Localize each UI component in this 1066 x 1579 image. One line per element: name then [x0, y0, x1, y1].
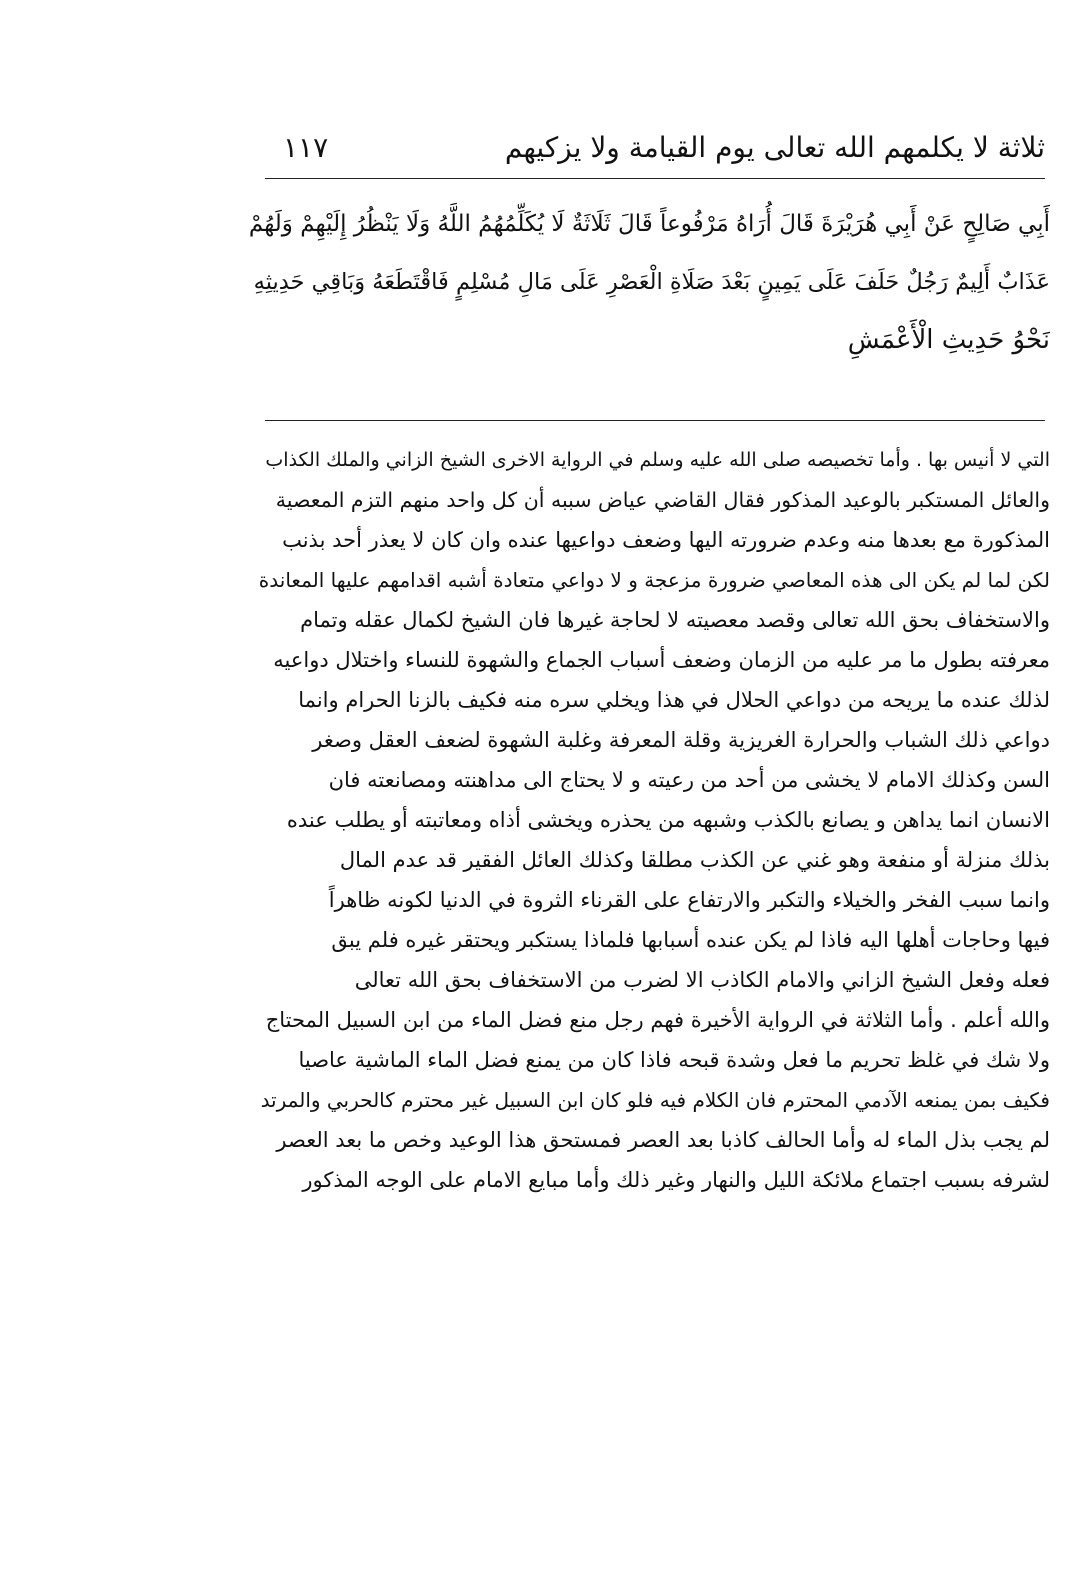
section-divider: [265, 420, 1045, 421]
commentary-line: الانسان انما يداهن و يصانع بالكذب وشبهه من يحذره ويخشى أذاه ومعاتبته أو يطلب عنده: [286, 808, 1050, 832]
hadith-text: [245, 195, 1050, 369]
commentary-line: التي لا أنيس بها . وأما تخصيصه صلى الله عليه وسلم في الرواية الاخرى الشيخ الزاني والملك الكذاب: [265, 449, 1050, 471]
hadith-line: أَبِي صَالِحٍ عَنْ أَبِي هُرَيْرَةَ قَالَ أُرَاهُ مَرْفُوعاً قَالَ ثَلَاثَةٌ لَا يُكَلِّمُهُمُ اللَّهُ وَلَا يَنْظُرُ إِلَيْهِمْ وَلَهُمْ: [248, 211, 1050, 237]
commentary-line: لشرفه بسبب اجتماع ملائكة الليل والنهار وغير ذلك وأما مبايع الامام على الوجه المذكور: [302, 1168, 1050, 1192]
commentary-line: وانما سبب الفخر والخيلاء والتكبر والارتفاع على القرناء الثروة في الدنيا لكونه ظاهراً: [328, 888, 1050, 912]
header-divider: [265, 178, 1045, 179]
commentary-text: [258, 440, 1050, 1200]
running-title: ثلاثة لا يكلمهم الله تعالى يوم القيامة ولا يزكيهم: [504, 131, 1045, 164]
commentary-line: المذكورة مع بعدها منه وعدم ضرورته اليها وضعف دواعيها عنده وان كان لا يعذر أحد بذنب: [282, 528, 1050, 552]
commentary-line: ولا شك في غلظ تحريم ما فعل وشدة قبحه فاذا كان من يمنع فضل الماء الماشية عاصيا: [298, 1048, 1050, 1072]
commentary-line: بذلك منزلة أو منفعة وهو غني عن الكذب مطلقا وكذلك العائل الفقير قد عدم المال: [339, 848, 1050, 872]
page-number: ١١٧: [283, 131, 329, 164]
commentary-line: فكيف بمن يمنعه الآدمي المحترم فان الكلام فيه فلو كان ابن السبيل غير محترم كالحربي والمرتد: [260, 1088, 1050, 1112]
commentary-line: لكن لما لم يكن الى هذه المعاصي ضرورة مزعجة و لا دواعي متعادة أشبه اقدامهم عليها المعاندة: [258, 568, 1050, 592]
page-header: [265, 128, 1045, 172]
hadith-line: نَحْوُ حَدِيثِ الْأَعْمَشِ: [847, 325, 1050, 355]
commentary-line: فيها وحاجات أهلها اليه فاذا لم يكن عنده أسبابها فلماذا يستكبر ويحتقر غيره فلم يبق: [331, 928, 1050, 952]
commentary-line: لذلك عنده ما يريحه من دواعي الحلال في هذا ويخلي سره منه فكيف بالزنا الحرام وانما: [298, 688, 1050, 712]
commentary-line: دواعي ذلك الشباب والحرارة الغريزية وقلة المعرفة وغلبة الشهوة لضعف العقل وصغر: [312, 728, 1050, 752]
hadith-line: عَذَابٌ أَلِيمٌ رَجُلٌ حَلَفَ عَلَى يَمِينٍ بَعْدَ صَلَاةِ الْعَصْرِ عَلَى مَالِ مُسْلِمٍ فَاقْتَطَعَهُ وَبَاقِي حَدِيثِهِ: [253, 269, 1050, 295]
commentary-line: والعائل المستكبر بالوعيد المذكور فقال القاضي عياض سببه أن كل واحد منهم التزم المعصية: [275, 488, 1050, 512]
commentary-line: والله أعلم . وأما الثلاثة في الرواية الأخيرة فهم رجل منع فضل الماء من ابن السبيل المحتاج: [265, 1008, 1050, 1032]
commentary-line: لم يجب بذل الماء له وأما الحالف كاذبا بعد العصر فمستحق هذا الوعيد وخص ما بعد العصر: [276, 1128, 1050, 1152]
commentary-line: السن وكذلك الامام لا يخشى من أحد من رعيته و لا يحتاج الى مداهنته ومصانعته فان: [328, 768, 1050, 792]
commentary-line: فعله وفعل الشيخ الزاني والامام الكاذب الا لضرب من الاستخفاف بحق الله تعالى: [354, 968, 1050, 992]
commentary-line: والاستخفاف بحق الله تعالى وقصد معصيته لا لحاجة غيرها فان الشيخ لكمال عقله وتمام: [300, 608, 1050, 632]
commentary-line: معرفته بطول ما مر عليه من الزمان وضعف أسباب الجماع والشهوة للنساء واختلال دواعيه: [273, 648, 1050, 672]
